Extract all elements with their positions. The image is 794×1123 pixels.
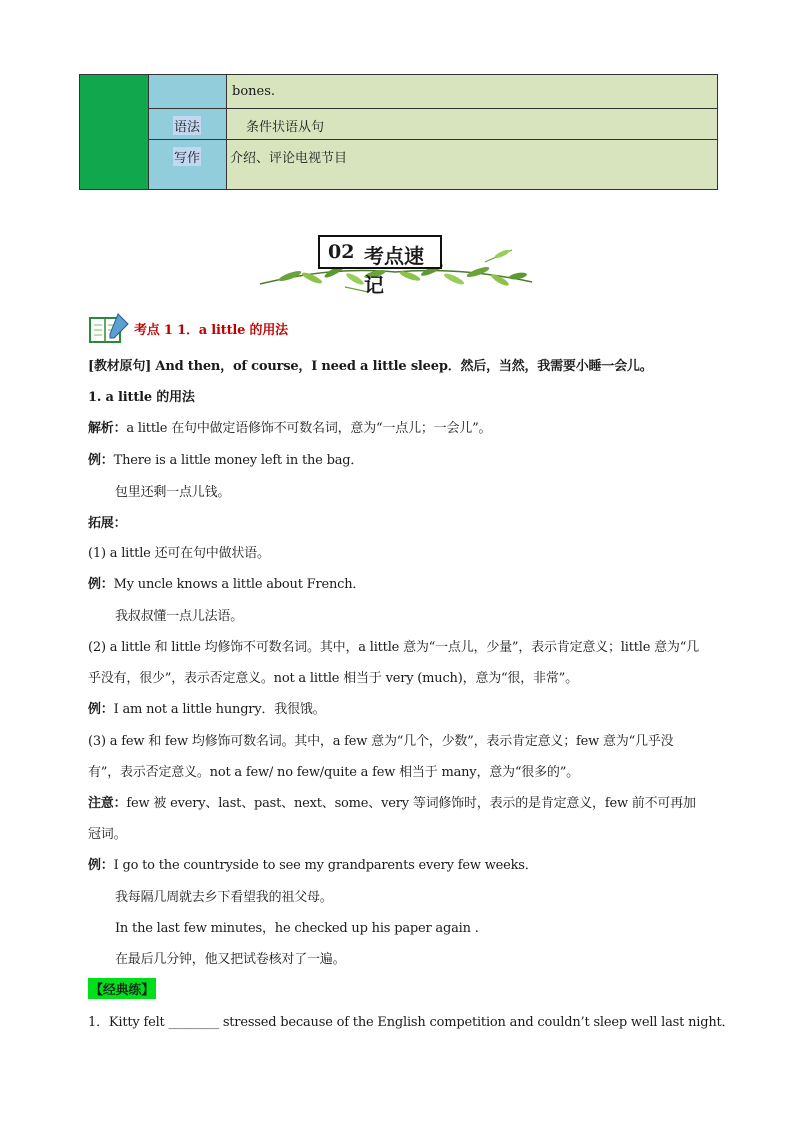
section-banner (250, 232, 540, 297)
subheading: 1. a little 的用法 (88, 390, 195, 405)
expand-point-2-line1: (2) a little 和 little 均修饰不可数名词。其中，a little 意为“一点儿，少量”，表示肯定意义；little 意为“几 (88, 640, 699, 655)
expand-label: 拓展： (88, 516, 127, 531)
table-label-grammar: 语法 (173, 116, 201, 135)
point-heading: 考点 1 1．a little 的用法 (134, 323, 288, 338)
example-1-translation: 包里还剩一点儿钱。 (115, 485, 231, 500)
banner-box (318, 235, 442, 297)
expand-point-1: (1) a little 还可在句中做状语。 (88, 546, 270, 561)
table-row3-text: 介绍、评论电视节目 (230, 151, 348, 166)
banner-title: 考点速记 (364, 244, 424, 297)
example-5: In the last few minutes，he checked up his paper again . (115, 921, 479, 936)
banner-number: 02 (328, 241, 355, 263)
source-sentence: [教材原句] And then，of course，I need a little sleep．然后，当然，我需要小睡一会儿。 (88, 359, 653, 374)
example-2: 例：My uncle knows a little about French． (88, 577, 366, 592)
expand-point-3-line1: (3) a few 和 few 均修饰可数名词。其中，a few 意为“几个，少数”，表示肯定意义；few 意为“几乎没 (88, 734, 674, 749)
note-line2: 冠词。 (88, 827, 127, 842)
example-2-translation: 我叔叔懂一点儿法语。 (115, 609, 244, 624)
table-row-divider (149, 108, 717, 109)
table-row2-text: 条件状语从句 (246, 120, 325, 135)
practice-label: 【经典练】 (88, 978, 156, 999)
question-1: 1．Kitty felt ________ stressed because of the English competition and couldn’t sleep well last night． (88, 1015, 735, 1030)
note-line1: 注意：few 被 every、last、past、next、some、very 等词修饰时，表示的是肯定意义，few 前不可再加 (88, 796, 696, 811)
table-row1-text: bones. (232, 84, 276, 99)
table-green-cell (80, 75, 149, 189)
example-5-translation: 在最后几分钟，他又把试卷核对了一遍。 (115, 952, 346, 967)
example-4-translation: 我每隔几周就去乡下看望我的祖父母。 (115, 890, 333, 905)
notebook-pen-icon (88, 312, 132, 344)
analysis-line: 解析：a little 在句中做定语修饰不可数名词，意为“一点儿；一会儿”。 (88, 421, 492, 436)
expand-point-2-line2: 乎没有，很少”，表示否定意义。not a little 相当于 very (much)，意为“很，非常”。 (88, 671, 578, 686)
example-3: 例：I am not a little hungry．我很饿。 (88, 702, 326, 717)
table-row-divider (149, 139, 717, 140)
example-1: 例：There is a little money left in the bag． (88, 453, 364, 468)
expand-point-3-line2: 有”，表示否定意义。not a few/ no few/quite a few 相当于 many，意为“很多的”。 (88, 765, 579, 780)
table-label-writing: 写作 (173, 147, 201, 166)
example-4: 例：I go to the countryside to see my grandparents every few weeks． (88, 858, 538, 873)
summary-table (79, 74, 718, 190)
